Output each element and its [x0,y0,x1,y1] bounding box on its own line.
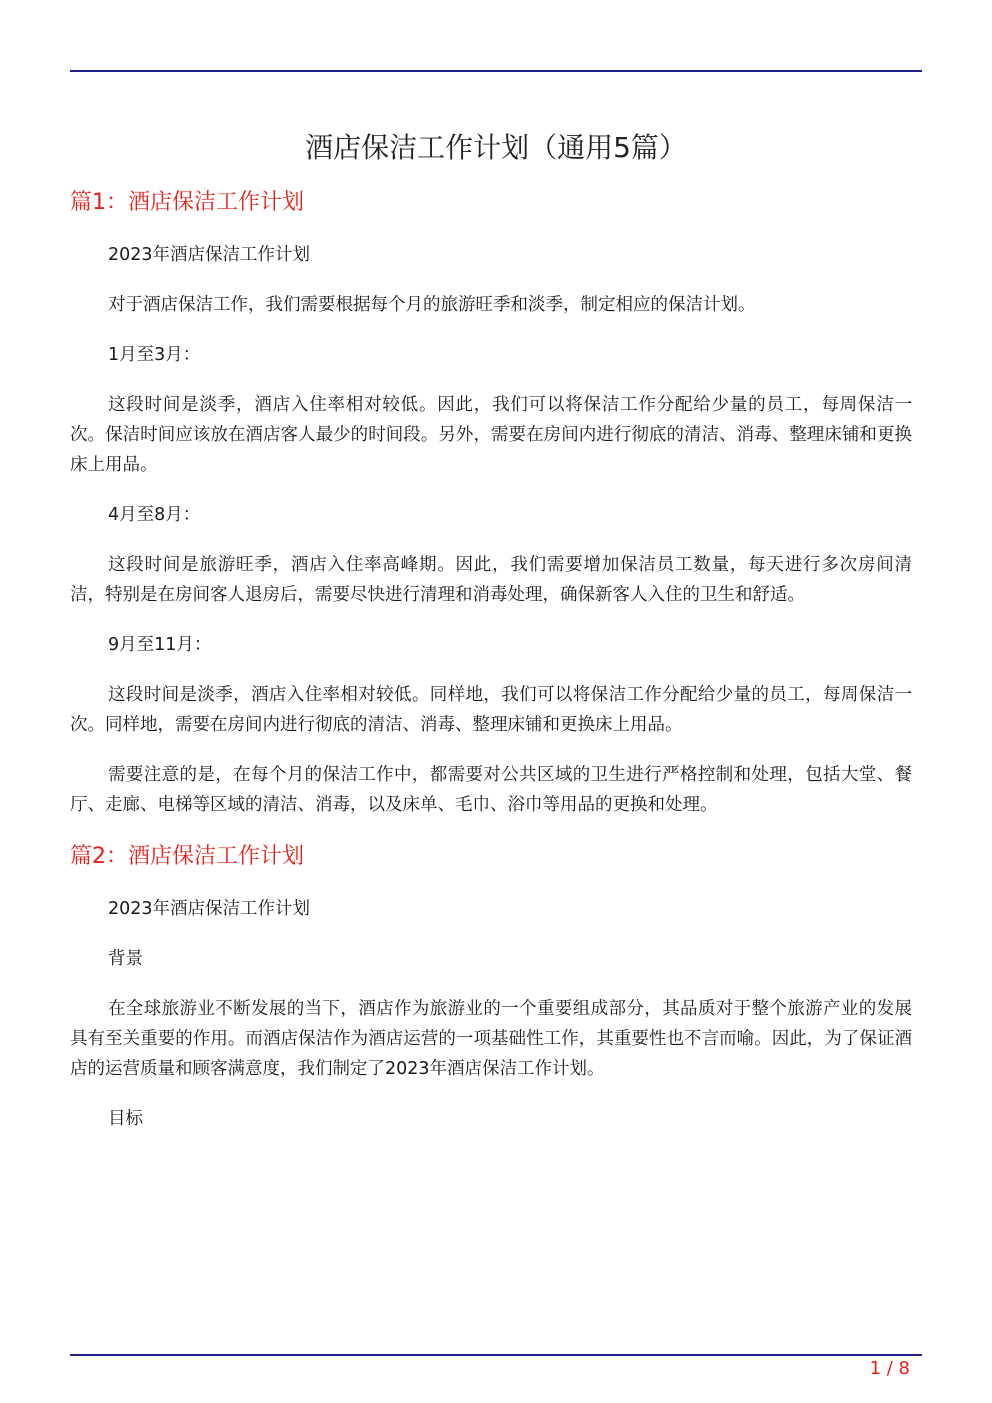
paragraph: 背景 [108,949,143,969]
paragraph: 1月至3月： [108,345,201,365]
paragraph: 对于酒店保洁工作，我们需要根据每个月的旅游旺季和淡季，制定相应的保洁计划。 [108,295,756,315]
document-title: 酒店保洁工作计划（通用5篇） [305,131,687,164]
paragraph: 这段时间是旅游旺季，酒店入住率高峰期。因此，我们需要增加保洁员工数量，每天进行多次房间清洁，特别是在房间客人退房后，需要尽快进行清理和消毒处理，确保新客人入住的卫生和舒适。 [70,555,912,605]
section-heading-1: 篇1：酒店保洁工作计划 [70,190,304,215]
header-rule [70,70,922,72]
paragraph: 2023年酒店保洁工作计划 [108,245,311,265]
paragraph: 这段时间是淡季，酒店入住率相对较低。同样地，我们可以将保洁工作分配给少量的员工，每周保洁一次。同样地，需要在房间内进行彻底的清洁、消毒、整理床铺和更换床上用品。 [70,685,912,735]
paragraph: 4月至8月： [108,505,201,525]
paragraph: 在全球旅游业不断发展的当下，酒店作为旅游业的一个重要组成部分，其品质对于整个旅游产业的发展具有至关重要的作用。而酒店保洁作为酒店运营的一项基础性工作，其重要性也不言而喻。因此，为了保证酒店的运营质量和顾客满意度，我们制定了2023年酒店保洁工作计划。 [70,999,912,1079]
paragraph: 9月至11月： [108,635,212,655]
paragraph: 需要注意的是，在每个月的保洁工作中，都需要对公共区域的卫生进行严格控制和处理，包括大堂、餐厅、走廊、电梯等区域的清洁、消毒，以及床单、毛巾、浴巾等用品的更换和处理。 [70,765,912,815]
paragraph: 目标 [108,1109,143,1129]
document-body [70,186,912,1154]
footer-rule [70,1354,922,1356]
page-number: 1 / 8 [869,1358,910,1379]
paragraph: 2023年酒店保洁工作计划 [108,899,311,919]
paragraph: 这段时间是淡季，酒店入住率相对较低。因此，我们可以将保洁工作分配给少量的员工，每周保洁一次。保洁时间应该放在酒店客人最少的时间段。另外，需要在房间内进行彻底的清洁、消毒、整理床铺和更换床上用品。 [70,395,912,475]
section-heading-2: 篇2：酒店保洁工作计划 [70,844,304,869]
